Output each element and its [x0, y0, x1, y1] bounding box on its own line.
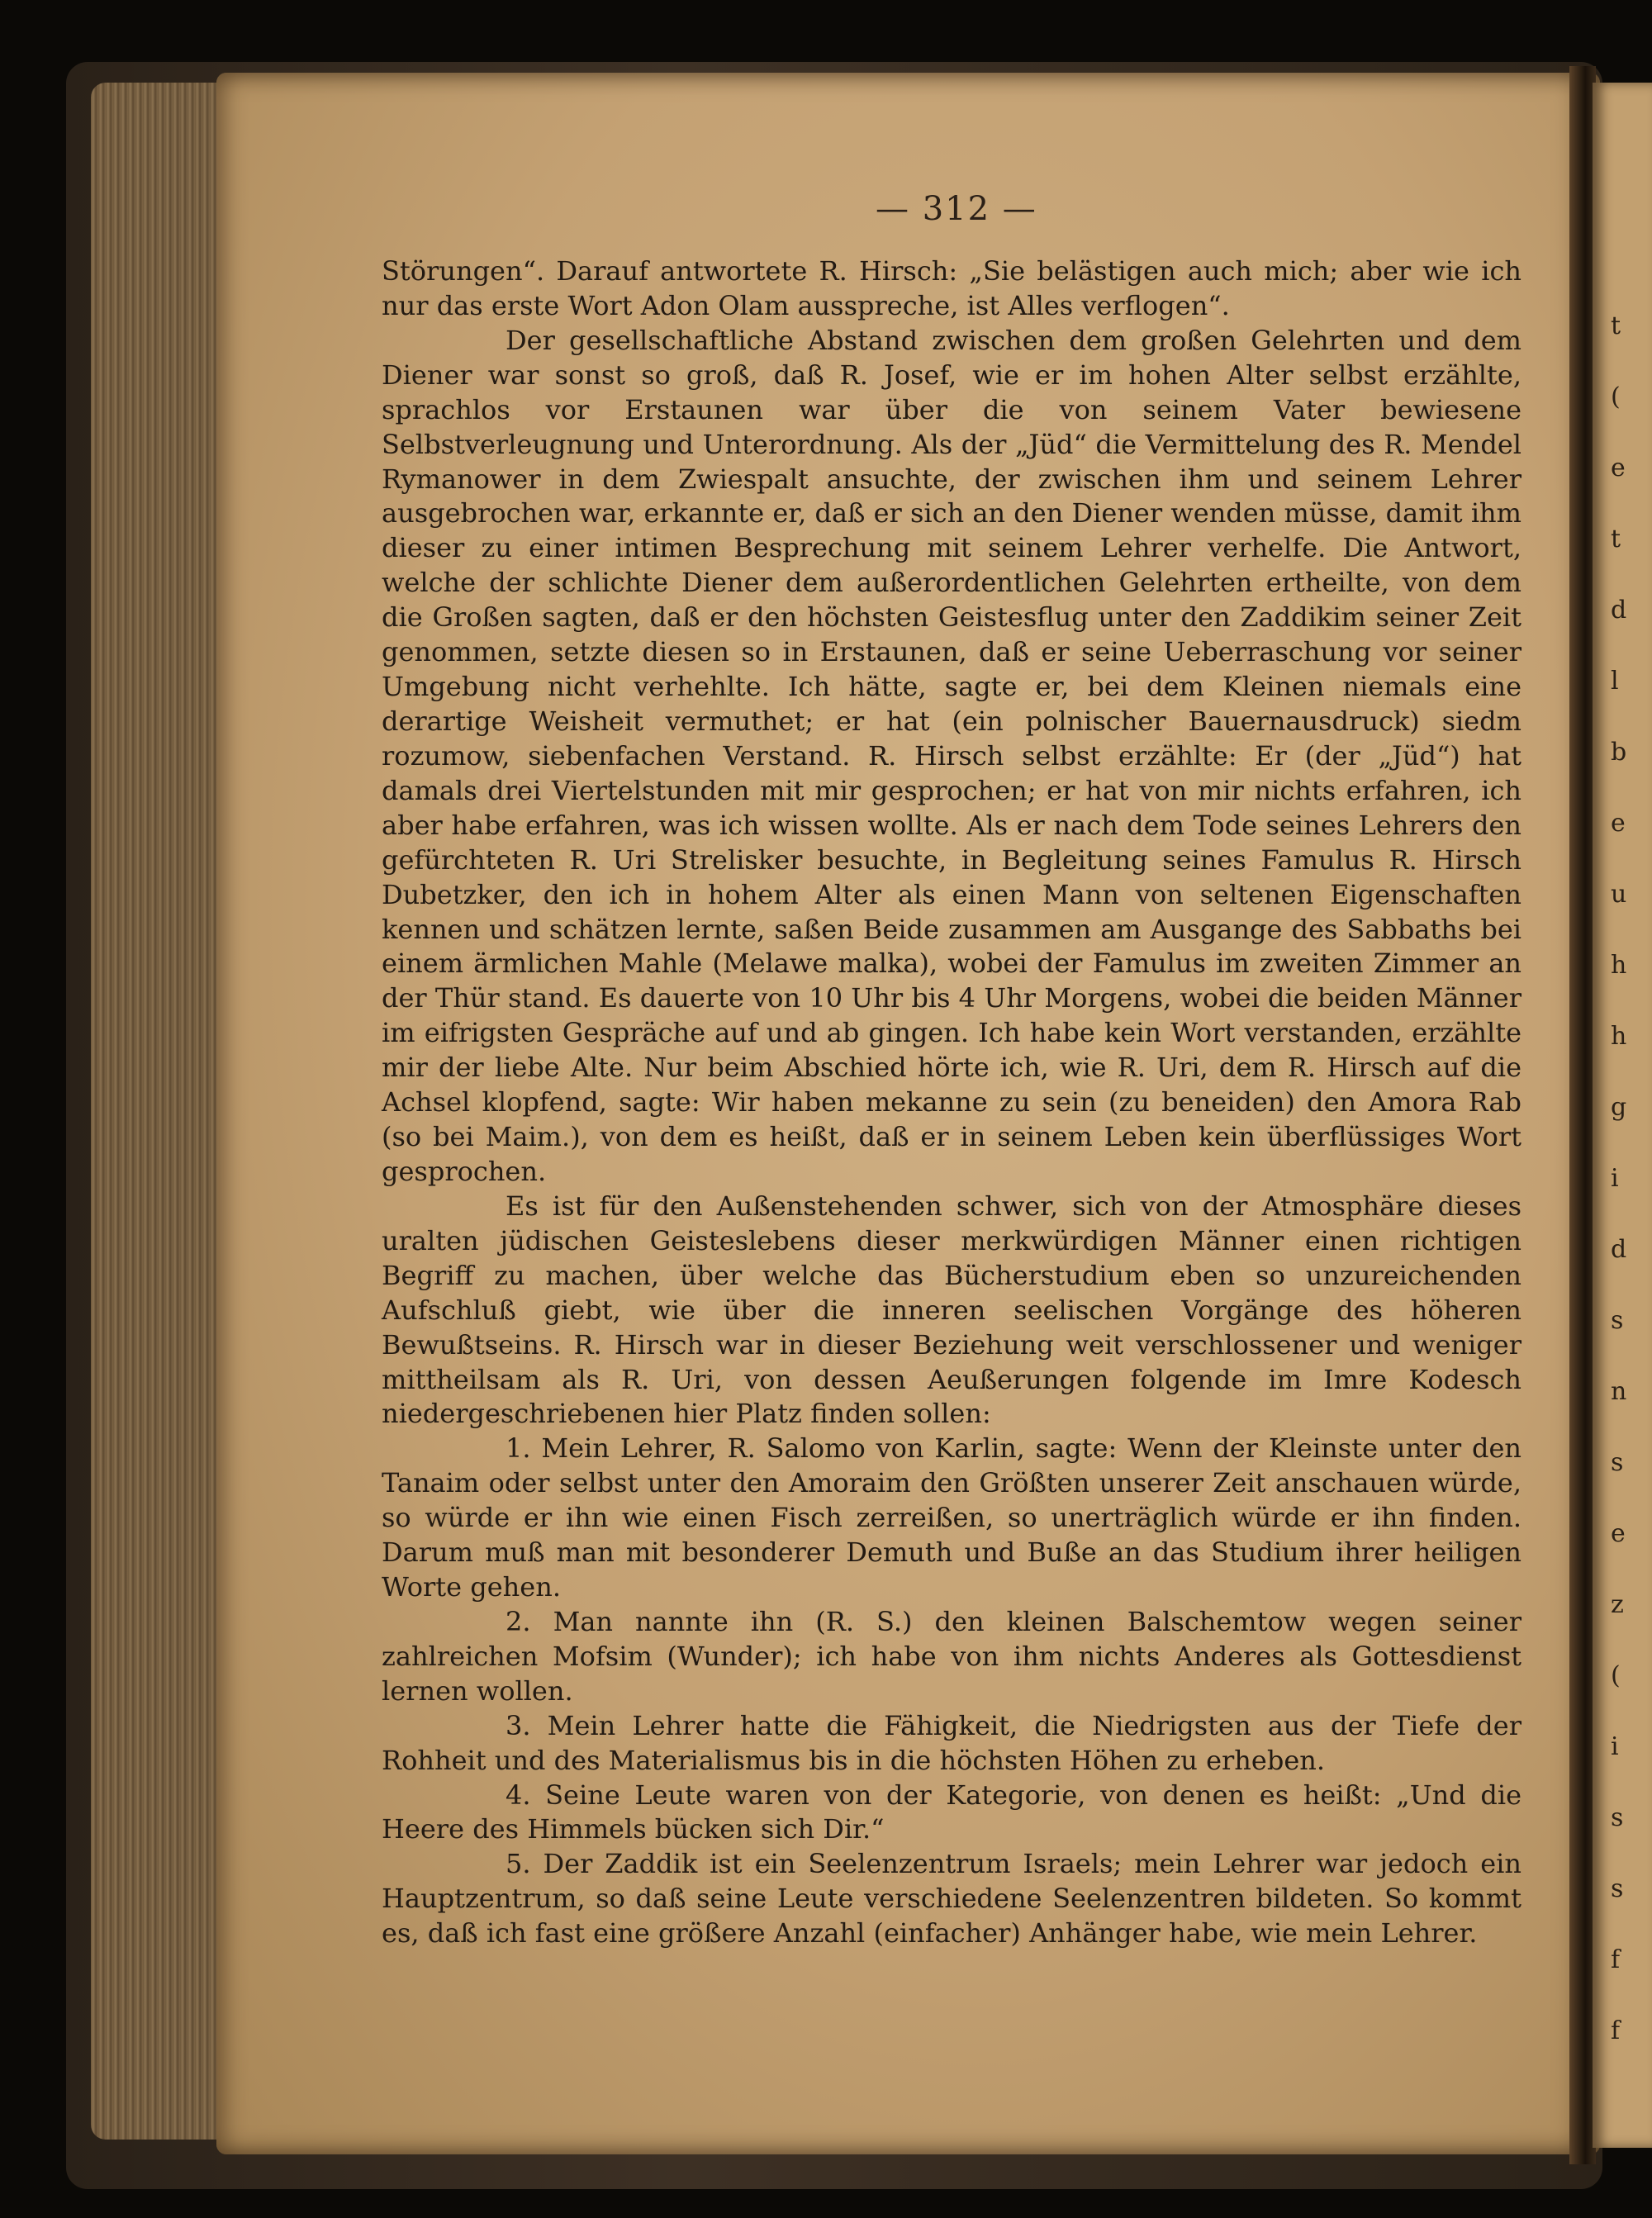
facing-page-fragment: l: [1611, 667, 1619, 696]
facing-page-fragment: (: [1611, 382, 1621, 411]
facing-page-fragment: g: [1611, 1093, 1627, 1122]
list-item: 5. Der Zaddik ist ein Seelenzentrum Israels; mein Lehrer war jedoch ein Hauptzentrum, so daß seine Leute verschiedene Seelenzentren bildeten. So kommt es, daß ich fast eine größere Anzahl (einfacher) Anhänger habe, wie mein Lehrer.: [382, 1848, 1521, 1950]
facing-page-fragment: u: [1611, 880, 1627, 909]
facing-page-fragment: i: [1611, 1732, 1619, 1761]
facing-page-fragment: s: [1611, 1803, 1624, 1832]
facing-page-fragment: i: [1611, 1164, 1619, 1193]
facing-page-fragment: e: [1611, 454, 1626, 482]
paragraph: Es ist für den Außenstehenden schwer, sich von der Atmosphäre dieses uralten jüdischen Geisteslebens dieser merkwürdigen Männer einen richtigen Begriff zu machen, über welche das Bücherstudium eben so unzureichenden Aufschluß giebt, wie über die inneren seelischen Vorgänge des höheren Bewußtseins. R. Hirsch war in dieser Beziehung weit verschlossener und weniger mittheilsam als R. Uri, von dessen Aeußerungen folgende im Imre Kodesch niedergeschriebenen hier Platz finden sollen:: [382, 1190, 1521, 1430]
facing-page-fragment: (: [1611, 1661, 1621, 1690]
facing-page-fragment: s: [1611, 1874, 1624, 1903]
paragraph: Der gesellschaftliche Abstand zwischen dem großen Gelehrten und dem Diener war sonst so groß, daß R. Josef, wie er im hohen Alter selbst erzählte, sprachlos vor Erstaunen war über die von seinem Vater bewiesene Selbstverleugnung und Unterordnung. Als der „Jüd“ die Vermittelung des R. Mendel Rymanower in dem Zwiespalt ansuchte, der zwischen ihm und seinem Lehrer ausgebrochen war, erkannte er, daß er sich an den Diener wenden müsse, damit ihm dieser zu einer intimen Besprechung mit seinem Lehrer verhelfe. Die Antwort, welche der schlichte Diener dem außerordentlichen Gelehrten ertheilte, von dem die Großen sagten, daß er den höchsten Geistesflug unter den Zaddikim seiner Zeit genommen, setzte diesen so in Erstaunen, daß er seine Ueberraschung vor seiner Umgebung nicht verhehlte. Ich hätte, sagte er, bei dem Kleinen niemals eine derartige Weisheit vermuthet; er hat (ein polnischer Bauernausdruck) siedm rozumow, siebenfachen Verstand. R. Hirsch selbst erzählte: Er (der „Jüd“) hat damals drei Viertelstunden mit mir gesprochen; er hat von mir nichts erfahren, ich aber habe erfahren, was ich wissen wollte. Als er nach dem Tode seines Lehrers den gefürchteten R. Uri Strelisker besuchte, in Begleitung seines Famulus R. Hirsch Dubetzker, den ich in hohem Alter als einen Mann von seltenen Eigenschaften kennen und schätzen lernte, saßen Beide zusammen am Ausgange des Sabbaths bei einem ärmlichen Mahle (Melawe malka), wobei der Famulus im zweiten Zimmer an der Thür stand. Es dauerte von 10 Uhr bis 4 Uhr Morgens, wobei die beiden Männer im eifrigsten Gespräche auf und ab gingen. Ich habe kein Wort verstanden, erzählte mir der liebe Alte. Nur beim Abschied hörte ich, wie R. Uri, dem R. Hirsch auf die Achsel klopfend, sagte: Wir haben mekanne zu sein (zu beneiden) den Amora Rab (so bei Maim.), von dem es heißt, daß er in seinem Leben kein überflüssiges Wort gesprochen.: [382, 324, 1521, 1187]
facing-page-fragment: e: [1611, 1519, 1626, 1548]
facing-page-edge: [1593, 83, 1652, 2148]
page-number: — 312 —: [876, 190, 1037, 228]
paragraph-continuation: Störungen“. Darauf antwortete R. Hirsch: „Sie belästigen auch mich; aber wie ich nur das erste Wort Adon Olam ausspreche, ist Alles verflogen“.: [382, 255, 1521, 321]
page-edges: [91, 83, 235, 2140]
facing-page-fragment: d: [1611, 1235, 1627, 1264]
facing-page-fragment: f: [1611, 1945, 1621, 1974]
facing-page-fragment: e: [1611, 809, 1626, 838]
facing-page-fragment: h: [1611, 1022, 1627, 1051]
facing-page-fragment: h: [1611, 951, 1627, 980]
facing-page-fragment: z: [1611, 1590, 1624, 1619]
body-text: [382, 254, 1521, 1951]
facing-page-fragment: s: [1611, 1448, 1624, 1477]
facing-page-fragment: f: [1611, 2016, 1621, 2045]
facing-page-fragment: b: [1611, 738, 1627, 767]
list-item: 3. Mein Lehrer hatte die Fähigkeit, die Niedrigsten aus der Tiefe der Rohheit und des Materialismus bis in die höchsten Höhen zu erheben.: [382, 1709, 1521, 1776]
facing-page-fragment: d: [1611, 596, 1627, 625]
facing-page-fragment: s: [1611, 1306, 1624, 1335]
facing-page-fragment: t: [1611, 311, 1621, 340]
list-item: 4. Seine Leute waren von der Kategorie, von denen es heißt: „Und die Heere des Himmels bücken sich Dir.“: [382, 1779, 1521, 1845]
facing-page-fragment: n: [1611, 1377, 1627, 1406]
list-item: 2. Man nannte ihn (R. S.) den kleinen Balschemtow wegen seiner zahlreichen Mofsim (Wunder); ich habe von ihm nichts Anderes als Gottesdienst lernen wollen.: [382, 1605, 1521, 1707]
facing-page-fragment: t: [1611, 525, 1621, 553]
list-item: 1. Mein Lehrer, R. Salomo von Karlin, sagte: Wenn der Kleinste unter den Tanaim oder selbst unter den Amoraim den Größten unserer Zeit anschauen würde, so würde er ihn wie einen Fisch zerreißen, so unerträglich würde er ihn finden. Darum muß man mit besonderer Demuth und Buße an das Studium ihrer heiligen Worte gehen.: [382, 1432, 1521, 1603]
